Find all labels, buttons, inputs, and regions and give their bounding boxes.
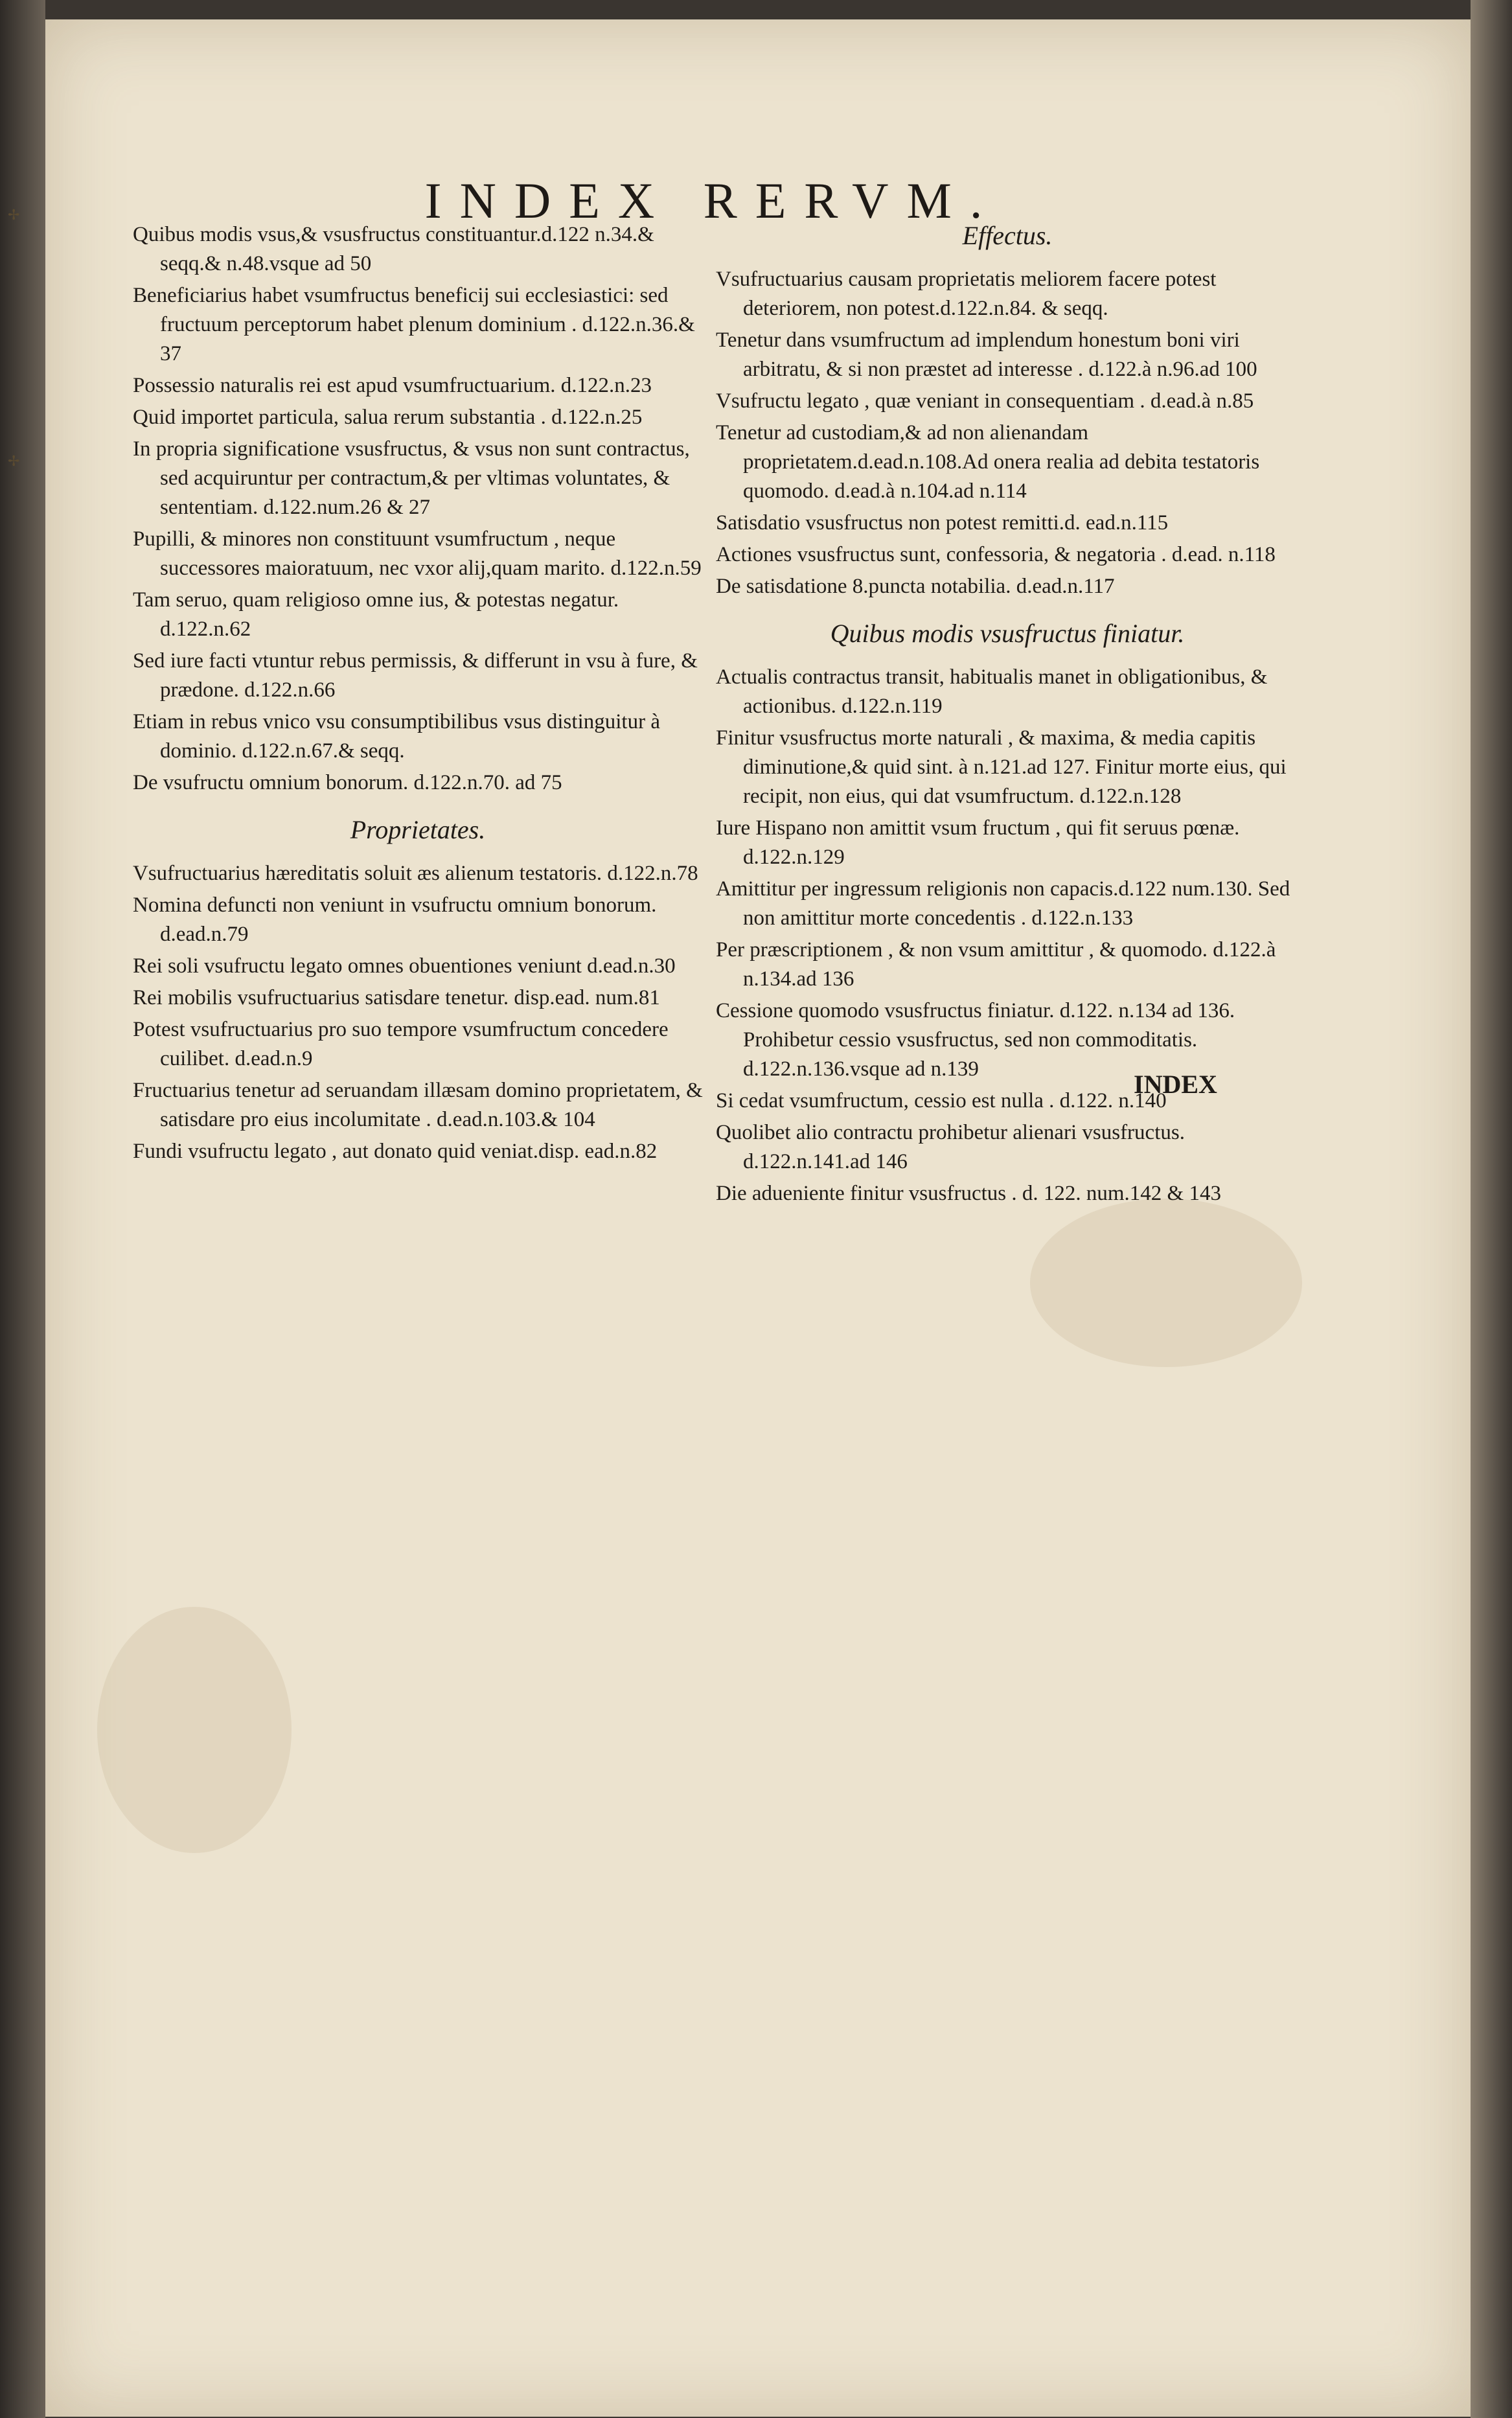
index-entry: Fructuarius tenetur ad seruandam illæsam domino proprietatem, & satisdare pro eius incolumitate . d.ead.n.103.& 104	[133, 1079, 703, 1131]
page-title: INDEX RERVM.	[424, 172, 1001, 229]
intro-entries	[133, 220, 703, 798]
index-entry: Rei mobilis vsufructuarius satisdare tenetur. disp.ead. num.81	[133, 986, 660, 1009]
index-entry: Cessione quomodo vsusfructus finiatur. d.122. n.134 ad 136. Prohibetur cessio vsusfructus, sed non commoditatis. d.122.n.136.vsque ad n.139	[716, 999, 1235, 1081]
right-column	[716, 220, 1299, 1211]
index-entry: Fundi vsufructu legato , aut donato quid veniat.disp. ead.n.82	[133, 1140, 658, 1163]
index-entry: Potest vsufructuarius pro suo tempore vsumfructum concedere cuilibet. d.ead.n.9	[133, 1018, 669, 1070]
index-entry: Iure Hispano non amittit vsum fructum , qui fit seruus pœnæ. d.122.n.129	[716, 816, 1240, 869]
index-entry: Actiones vsusfructus sunt, confessoria, & negatoria . d.ead. n.118	[716, 543, 1276, 566]
index-entry: Amittitur per ingressum religionis non capacis.d.122 num.130. Sed non amittitur morte concedentis . d.122.n.133	[716, 877, 1290, 930]
index-entry: Pupilli, & minores non constituunt vsumfructum , neque successores maioratuum, nec vxor alij,quam marito. d.122.n.59	[133, 527, 702, 580]
finiatur-entries	[716, 663, 1299, 1208]
index-entry: Possessio naturalis rei est apud vsumfructuarium. d.122.n.23	[133, 374, 652, 397]
left-column	[133, 220, 703, 1169]
index-entry: Beneficiarius habet vsumfructus beneficij sui ecclesiastici: sed fructuum perceptorum habet plenum dominium . d.122.n.36.& 37	[133, 284, 695, 365]
effectus-entries	[716, 265, 1299, 601]
index-entry: Vsufructuarius hæreditatis soluit æs alienum testatoris. d.122.n.78	[133, 862, 698, 885]
proprietates-entries	[133, 859, 703, 1166]
section-heading-effectus: Effectus.	[962, 221, 1053, 250]
index-entry: De vsufructu omnium bonorum. d.122.n.70. ad 75	[133, 771, 562, 794]
index-entry: Actualis contractus transit, habitualis manet in obligationibus, & actionibus. d.122.n.119	[716, 665, 1268, 718]
index-entry: Sed iure facti vtuntur rebus permissis, & differunt in vsu à fure, & prædone. d.122.n.66	[133, 649, 698, 702]
index-entry: Finitur vsusfructus morte naturali , & maxima, & media capitis diminutione,& quid sint. à n.121.ad 127. Finitur morte eius, qui recipit, non eius, qui dat vsumfructum. d.122.n.128	[716, 726, 1287, 808]
index-entry: Satisdatio vsusfructus non potest remitti.d. ead.n.115	[716, 511, 1169, 535]
index-entry: Quibus modis vsus,& vsusfructus constituantur.d.122 n.34.& seqq.& n.48.vsque ad 50	[133, 223, 654, 275]
page-stain	[1030, 1199, 1302, 1367]
index-entry: Tam seruo, quam religioso omne ius, & potestas negatur. d.122.n.62	[133, 588, 619, 641]
page-stain	[97, 1607, 292, 1853]
book-gutter	[0, 0, 45, 2418]
index-entry: Si cedat vsumfructum, cessio est nulla . d.122. n.140	[716, 1089, 1167, 1112]
index-entry: De satisdatione 8.puncta notabilia. d.ead.n.117	[716, 575, 1115, 598]
index-entry: In propria significatione vsusfructus, & vsus non sunt contractus, sed acquiruntur per contractum,& per vltimas voluntates, & sententiam. d.122.num.26 & 27	[133, 437, 690, 519]
index-entry: Rei soli vsufructu legato omnes obuentiones veniunt d.ead.n.30	[133, 954, 676, 978]
index-entry: Die adueniente finitur vsusfructus . d. 122. num.142 & 143	[716, 1182, 1221, 1205]
index-entry: Quolibet alio contractu prohibetur alienari vsusfructus. d.122.n.141.ad 146	[716, 1121, 1185, 1173]
index-entry: Per præscriptionem , & non vsum amittitur , & quomodo. d.122.à n.134.ad 136	[716, 938, 1276, 991]
index-entry: Quid importet particula, salua rerum substantia . d.122.n.25	[133, 406, 643, 429]
index-entry: Etiam in rebus vnico vsu consumptibilibus vsus distinguitur à dominio. d.122.n.67.& seqq.	[133, 710, 660, 763]
margin-fragment: ✢	[8, 454, 20, 470]
index-entry: Tenetur dans vsumfructum ad implendum honestum boni viri arbitratu, & si non præstet ad interesse . d.122.à n.96.ad 100	[716, 328, 1257, 381]
index-entry: Nomina defuncti non veniunt in vsufructu omnium bonorum. d.ead.n.79	[133, 893, 657, 946]
index-entry: Tenetur ad custodiam,& ad non alienandam proprietatem.d.ead.n.108.Ad onera realia ad debita testatoris quomodo. d.ead.à n.104.ad n.114	[716, 421, 1260, 503]
margin-fragment: ✢	[8, 207, 20, 224]
section-heading-proprietates: Proprietates.	[350, 815, 486, 844]
book-edge	[1471, 0, 1512, 2418]
catchword: INDEX	[1134, 1070, 1217, 1099]
index-entry: Vsufructuarius causam proprietatis meliorem facere potest deteriorem, non potest.d.122.n.84. & seqq.	[716, 268, 1217, 320]
section-heading-finiatur: Quibus modis vsusfructus finiatur.	[830, 619, 1185, 648]
index-entry: Vsufructu legato , quæ veniant in consequentiam . d.ead.à n.85	[716, 389, 1254, 413]
